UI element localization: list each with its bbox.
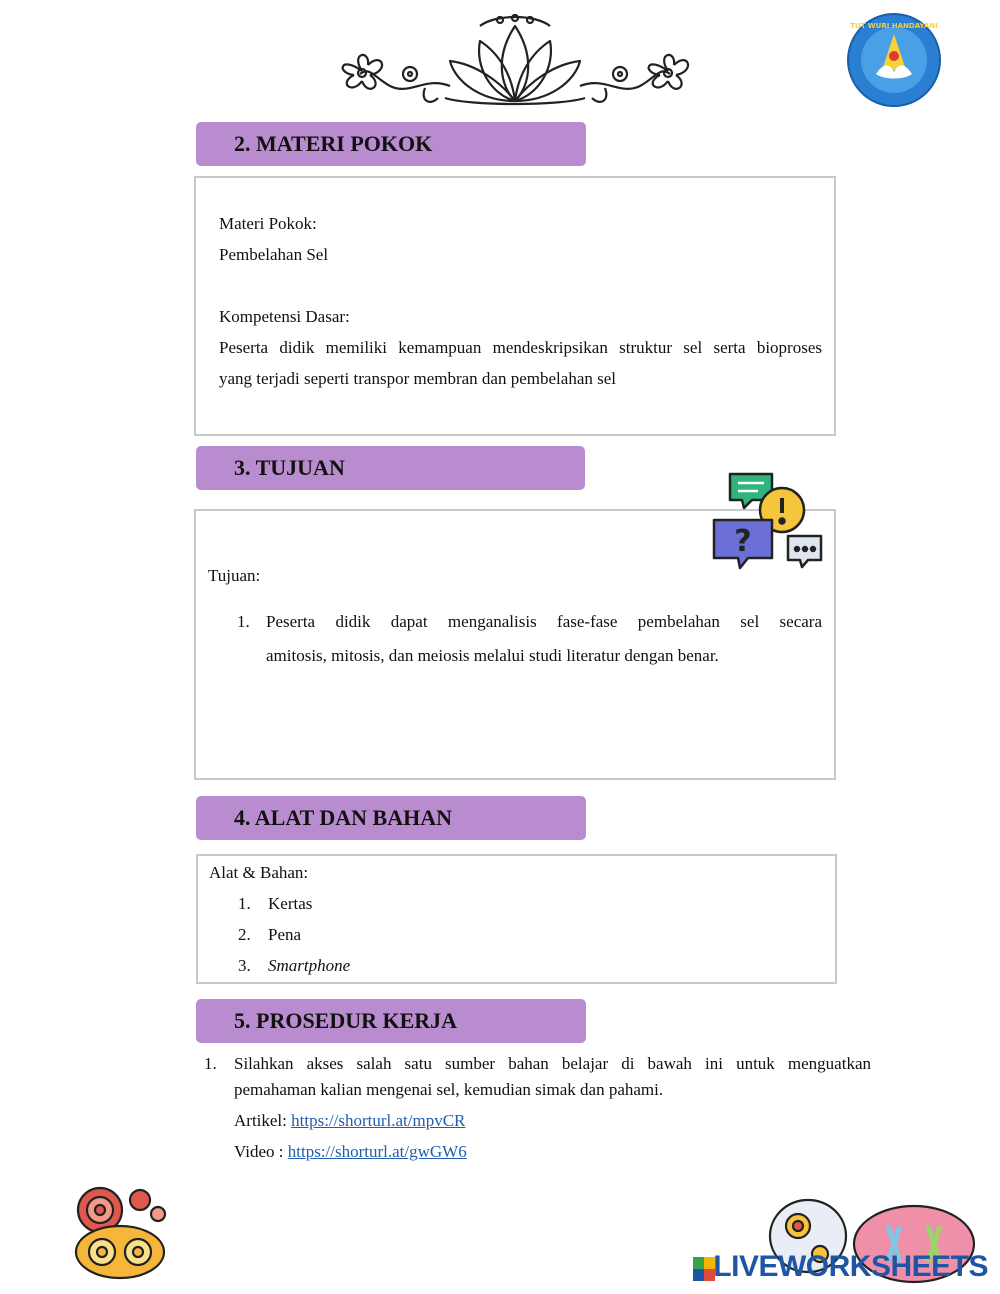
materi-pokok-label: Materi Pokok: (219, 214, 317, 233)
alat-item-text: Pena (268, 925, 302, 944)
materi-pokok-value: Pembelahan Sel (219, 245, 329, 264)
alat-item-number: 1. (238, 894, 251, 913)
section-header-prosedur-kerja: 5. PROSEDUR KERJA (196, 999, 586, 1043)
liveworksheets-logo-text: LIVEWORKSHEETS (713, 1250, 988, 1283)
emblem-text: TUT WURI HANDAYANI (850, 22, 938, 30)
chat-question-bubbles-icon (708, 470, 828, 576)
video-link[interactable]: https://shorturl.at/gwGW6 (287, 1142, 467, 1161)
cells-illustration-icon (74, 1186, 170, 1282)
svg-text:?: ? (734, 524, 752, 559)
artikel-row (234, 1111, 465, 1131)
tut-wuri-handayani-emblem-icon (846, 12, 942, 108)
artikel-link[interactable]: https://shorturl.at/mpvCR (291, 1111, 466, 1130)
kompetensi-dasar-text-line2: yang terjadi seperti transpor membran dan pembelahan sel (219, 369, 616, 388)
alat-item-text: Kertas (268, 894, 313, 913)
video-row (234, 1142, 467, 1162)
alat-item-number: 3. (238, 956, 251, 975)
tujuan-item-number: 1. (237, 612, 250, 631)
prosedur-item-number: 1. (204, 1054, 217, 1073)
alat-item-number: 2. (238, 925, 251, 944)
video-label: Video : (234, 1142, 288, 1161)
tujuan-item-line2: amitosis, mitosis, dan meiosis melalui studi literatur dengan benar. (266, 646, 719, 665)
alat-bahan-label: Alat & Bahan: (209, 863, 309, 882)
section-header-materi-pokok: 2. MATERI POKOK (196, 122, 586, 166)
prosedur-item-line1: Silahkan akses salah satu sumber bahan belajar di bawah ini untuk menguatkan (234, 1054, 871, 1073)
section-header-tujuan: 3. TUJUAN (196, 446, 585, 490)
liveworksheets-logo-icon (693, 1257, 715, 1281)
tujuan-item-line1: Peserta didik dapat menganalisis fase-fase pembelahan sel secara (266, 612, 822, 631)
alat-item-text: Smartphone (268, 956, 351, 975)
kompetensi-dasar-text-line1: Peserta didik memiliki kemampuan mendeskripsikan struktur sel serta bioproses (219, 338, 822, 357)
kompetensi-dasar-label: Kompetensi Dasar: (219, 307, 350, 326)
prosedur-item-line2: pemahaman kalian mengenai sel, kemudian simak dan pahami. (234, 1080, 664, 1099)
tujuan-label: Tujuan: (208, 566, 261, 585)
lotus-ornament-icon (330, 6, 700, 114)
artikel-label: Artikel: (234, 1111, 292, 1130)
section-header-alat-bahan: 4. ALAT DAN BAHAN (196, 796, 586, 840)
